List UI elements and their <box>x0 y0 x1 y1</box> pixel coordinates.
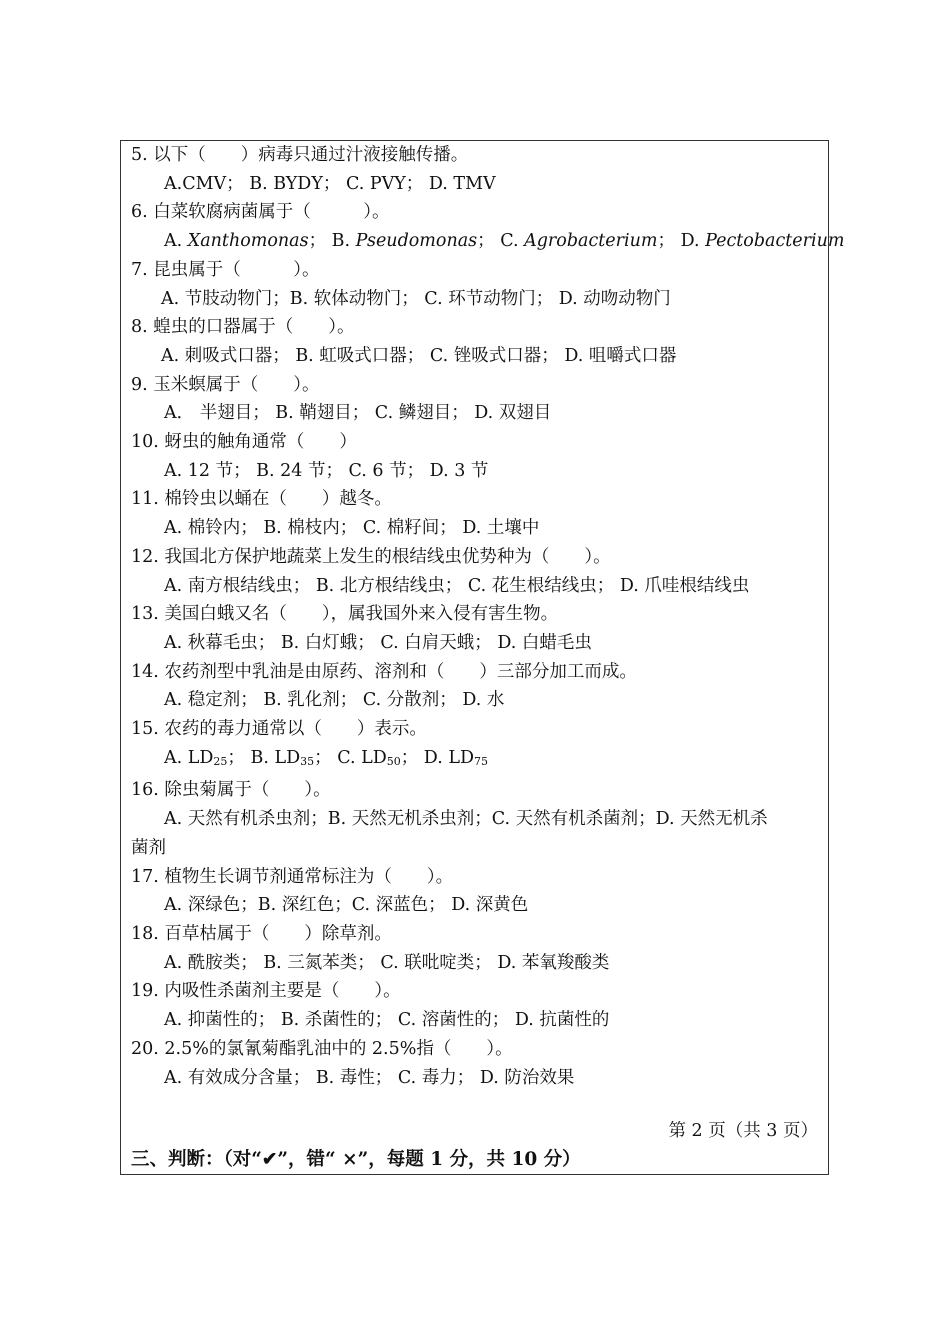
section-title-true-false: 三、判断：（对“✔”，错“ ×”，每题 1 分，共 10 分） <box>131 1149 581 1170</box>
question-16-stem: 16. 除虫菊属于（ ）。 <box>131 780 331 801</box>
question-20-stem: 20. 2.5%的氯氰菊酯乳油中的 2.5%指（ ）。 <box>131 1038 513 1059</box>
question-18-options: A. 酰胺类； B. 三氮苯类； C. 联吡啶类； D. 苯氧羧酸类 <box>164 952 610 973</box>
question-20-options: A. 有效成分含量； B. 毒性； C. 毒力； D. 防治效果 <box>164 1067 575 1088</box>
question-12-options: A. 南方根结线虫； B. 北方根结线虫； C. 花生根结线虫； D. 爪哇根结线虫 <box>164 575 750 596</box>
question-10-stem: 10. 蚜虫的触角通常（ ） <box>131 432 357 453</box>
question-5-options: A.CMV； B. BYDY； C. PVY； D. TMV <box>164 173 496 194</box>
question-17-stem: 17. 植物生长调节剂通常标注为（ ）。 <box>131 866 454 887</box>
question-8-options: A. 刺吸式口器； B. 虹吸式口器； C. 锉吸式口器； D. 咀嚼式口器 <box>161 345 677 366</box>
question-17-options: A. 深绿色；B. 深红色；C. 深蓝色； D. 深黄色 <box>164 895 529 916</box>
question-14-options: A. 稳定剂； B. 乳化剂； C. 分散剂； D. 水 <box>164 690 505 711</box>
question-7-options: A. 节肢动物门；B. 软体动物门； C. 环节动物门； D. 动吻动物门 <box>161 288 671 309</box>
question-11-options: A. 棉铃内； B. 棉枝内； C. 棉籽间； D. 土壤中 <box>164 518 540 539</box>
question-16-options-continued: 菌剂 <box>131 837 166 858</box>
question-5-stem: 5. 以下（ ）病毒只通过汁液接触传播。 <box>131 145 469 165</box>
question-9-stem: 9. 玉米螟属于（ ）。 <box>131 374 320 395</box>
question-7-stem: 7. 昆虫属于（ ）。 <box>131 259 320 280</box>
question-18-stem: 18. 百草枯属于（ ）除草剂。 <box>131 923 392 944</box>
question-9-options: A． 半翅目； B. 鞘翅目； C. 鳞翅目； D. 双翅目 <box>164 403 552 424</box>
question-15-options: A. LD25； B. LD35； C. LD50； D. LD75 <box>164 747 488 768</box>
question-13-stem: 13. 美国白蛾又名（ ），属我国外来入侵有害生物。 <box>131 604 559 625</box>
question-14-stem: 14. 农药剂型中乳油是由原药、溶剂和（ ）三部分加工而成。 <box>131 661 637 682</box>
question-10-options: A. 12 节； B. 24 节； C. 6 节； D. 3 节 <box>164 460 489 481</box>
question-13-options: A. 秋幕毛虫； B. 白灯蛾； C. 白肩天蛾； D. 白蜡毛虫 <box>164 632 592 653</box>
question-6-stem: 6. 白菜软腐病菌属于（ ）。 <box>131 202 390 223</box>
question-list <box>131 141 845 1092</box>
question-19-options: A. 抑菌性的； B. 杀菌性的； C. 溶菌性的； D. 抗菌性的 <box>164 1010 610 1031</box>
question-16-options: A. 天然有机杀虫剂；B. 天然无机杀虫剂；C. 天然有机杀菌剂；D. 天然无机杀 <box>164 809 768 830</box>
question-12-stem: 12. 我国北方保护地蔬菜上发生的根结线虫优势种为（ ）。 <box>131 546 611 567</box>
page-number: 第 2 页（共 3 页） <box>668 1121 818 1141</box>
question-6-options: A. Xanthomonas； B. Pseudomonas； C. Agrobacterium； D. Pectobacterium <box>164 231 845 252</box>
question-19-stem: 19. 内吸性杀菌剂主要是（ ）。 <box>131 981 401 1002</box>
question-8-stem: 8. 蝗虫的口器属于（ ）。 <box>131 317 355 338</box>
exam-page-frame <box>120 140 845 1175</box>
question-11-stem: 11. 棉铃虫以蛹在（ ）越冬。 <box>131 489 392 510</box>
question-15-stem: 15. 农药的毒力通常以（ ）表示。 <box>131 719 427 740</box>
